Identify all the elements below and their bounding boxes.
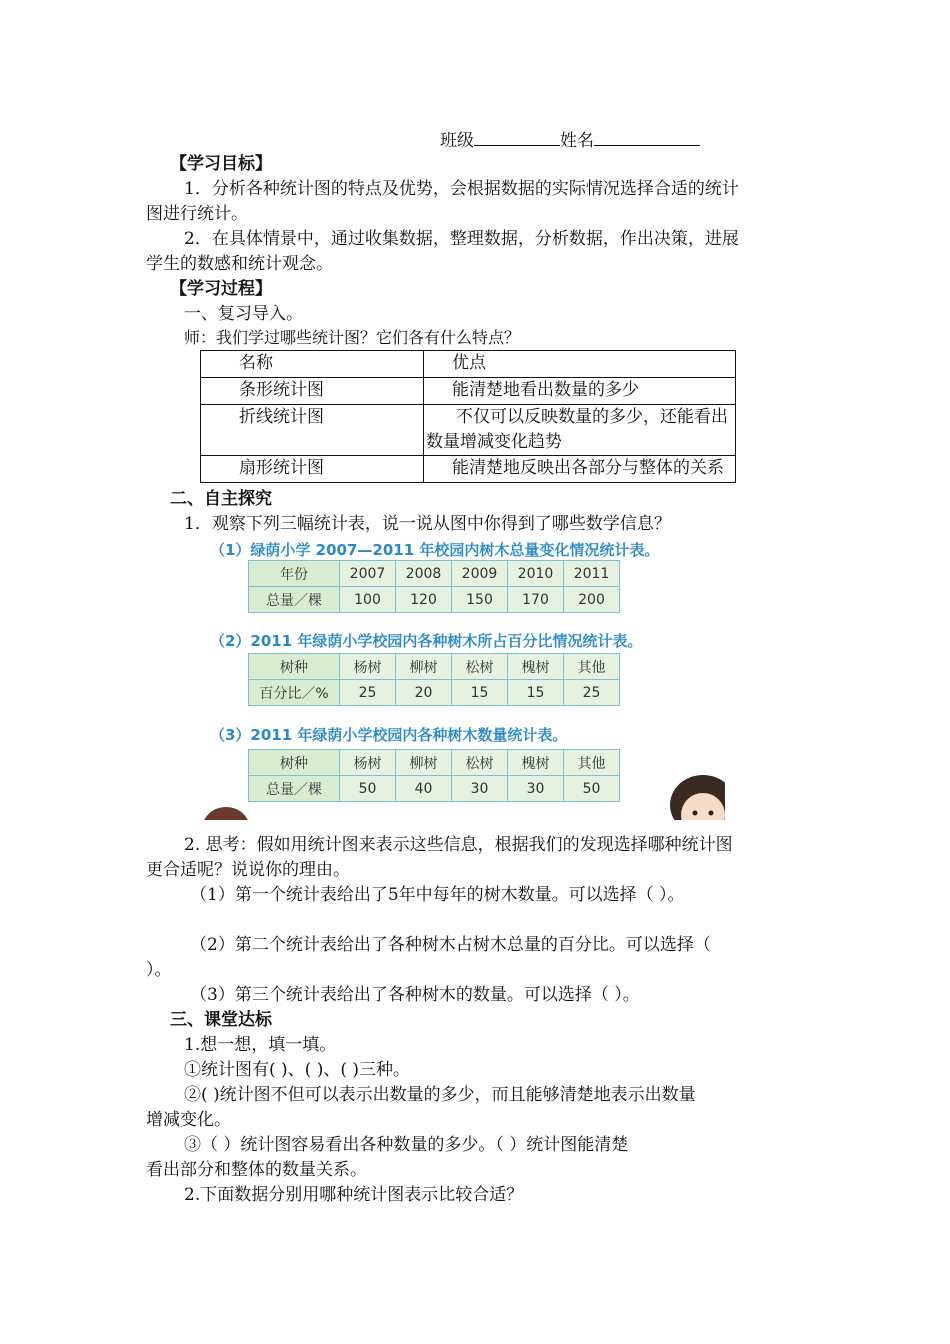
think-line1: 2. 思考：假如用统计图来表示这些信息，根据我们的发现选择哪种统计图 [184,835,733,855]
cell: 年份 [249,561,340,587]
cell: 25 [340,680,396,706]
cell: 柳树 [396,750,452,776]
header-name: 名称 [201,351,424,378]
cell: 100 [340,587,396,613]
cell: 15 [452,680,508,706]
cell: 25 [564,680,620,706]
cell: 其他 [564,750,620,776]
cell: 槐树 [508,654,564,680]
statistics-tables-image [200,537,725,820]
table-2-caption: （2）2011 年绿荫小学校园内各种树木所占百分比情况统计表。 [210,632,643,650]
explore-heading: 二、自主探究 [170,489,272,509]
practice-heading: 三、课堂达标 [170,1010,272,1030]
cell: 40 [396,776,452,802]
girl-illustration-left [200,785,248,820]
tree-count-table [248,749,620,802]
cell: 松树 [452,654,508,680]
table-3-caption: （3）2011 年绿荫小学校园内各种树木数量统计表。 [210,726,568,744]
practice-q1c-line1: ③（ ）统计图容易看出各种数量的多少。（ ）统计图能清楚 [184,1135,629,1155]
table-row [249,561,620,587]
header-advantage: 优点 [424,351,736,378]
row-advantage: 不仅可以反映数量的多少，还能看出数量增减变化趋势 [424,405,736,456]
table-row [249,776,620,802]
think-line2: 更合适呢？说说你的理由。 [146,860,350,880]
name-label: 姓名 [560,131,594,151]
practice-q1b-line1: ②( )统计图不但可以表示出数量的多少，而且能够清楚地表示出数量 [184,1085,696,1105]
cell: 百分比／% [249,680,340,706]
tree-percent-table [248,653,620,706]
cell: 15 [508,680,564,706]
cell: 150 [452,587,508,613]
cell: 170 [508,587,564,613]
chart-types-table [200,350,736,483]
practice-q1: 1.想一想，填一填。 [184,1035,337,1055]
cell: 30 [508,776,564,802]
row-advantage: 能清楚地反映出各部分与整体的关系 [424,456,736,483]
think-sub-3: （3）第三个统计表给出了各种树木的数量。可以选择（ ）。 [190,985,640,1005]
cell: 2007 [340,561,396,587]
teacher-question: 师：我们学过哪些统计图？它们各有什么特点？ [184,328,521,347]
practice-q1c-line2: 看出部分和整体的数量关系。 [146,1160,367,1180]
practice-q1a: ①统计图有( )、( )、( )三种。 [184,1060,411,1080]
cell: 2009 [452,561,508,587]
process-heading: 【学习过程】 [170,279,272,299]
girl-illustration-right [668,773,725,820]
cell: 2010 [508,561,564,587]
cell: 总量／棵 [249,776,340,802]
cell: 2008 [396,561,452,587]
cell: 总量／棵 [249,587,340,613]
review-step: 一、复习导入。 [184,304,303,324]
cell: 松树 [452,750,508,776]
practice-q1b-line2: 增减变化。 [146,1110,231,1130]
think-sub-2: （2）第二个统计表给出了各种树木占树木总量的百分比。可以选择（ [190,935,711,955]
goals-heading: 【学习目标】 [170,154,272,174]
cell: 杨树 [340,750,396,776]
cell: 20 [396,680,452,706]
table-header-row [201,351,736,378]
row-name: 折线统计图 [201,405,424,456]
think-sub-2-end: ）。 [146,960,172,980]
table-row [249,654,620,680]
table-row [201,456,736,483]
row-name: 条形统计图 [201,378,424,405]
cell: 树种 [249,750,340,776]
table-row [249,680,620,706]
cell: 50 [564,776,620,802]
cell: 树种 [249,654,340,680]
cell: 30 [452,776,508,802]
class-label: 班级 [440,131,474,151]
name-blank[interactable] [594,127,700,146]
cell: 2011 [564,561,620,587]
think-sub-1: （1）第一个统计表给出了5年中每年的树木数量。可以选择（ ）。 [190,885,685,905]
goal-2-line1: 2．在具体情景中，通过收集数据，整理数据，分析数据，作出决策，进展 [184,229,739,249]
row-advantage: 能清楚地看出数量的多少 [424,378,736,405]
tree-total-table [248,560,620,613]
table-row [201,378,736,405]
goal-2-line2: 学生的数感和统计观念。 [146,254,333,274]
goal-1-line1: 1．分析各种统计图的特点及优势，会根据数据的实际情况选择合适的统计 [184,179,739,199]
table-row [249,750,620,776]
cell: 50 [340,776,396,802]
practice-q2: 2.下面数据分别用哪种统计图表示比较合适？ [184,1185,524,1205]
header-line [440,127,700,153]
table-1-caption: （1）绿荫小学 2007—2011 年校园内树木总量变化情况统计表。 [210,541,660,559]
explore-question-1: 1．观察下列三幅统计表，说一说从图中你得到了哪些数学信息？ [184,514,671,534]
cell: 200 [564,587,620,613]
table-row [201,405,736,456]
table-row [249,587,620,613]
class-blank[interactable] [474,127,560,146]
cell: 柳树 [396,654,452,680]
cell: 其他 [564,654,620,680]
cell: 槐树 [508,750,564,776]
cell: 120 [396,587,452,613]
goal-1-line2: 图进行统计。 [146,204,248,224]
row-name: 扇形统计图 [201,456,424,483]
cell: 杨树 [340,654,396,680]
